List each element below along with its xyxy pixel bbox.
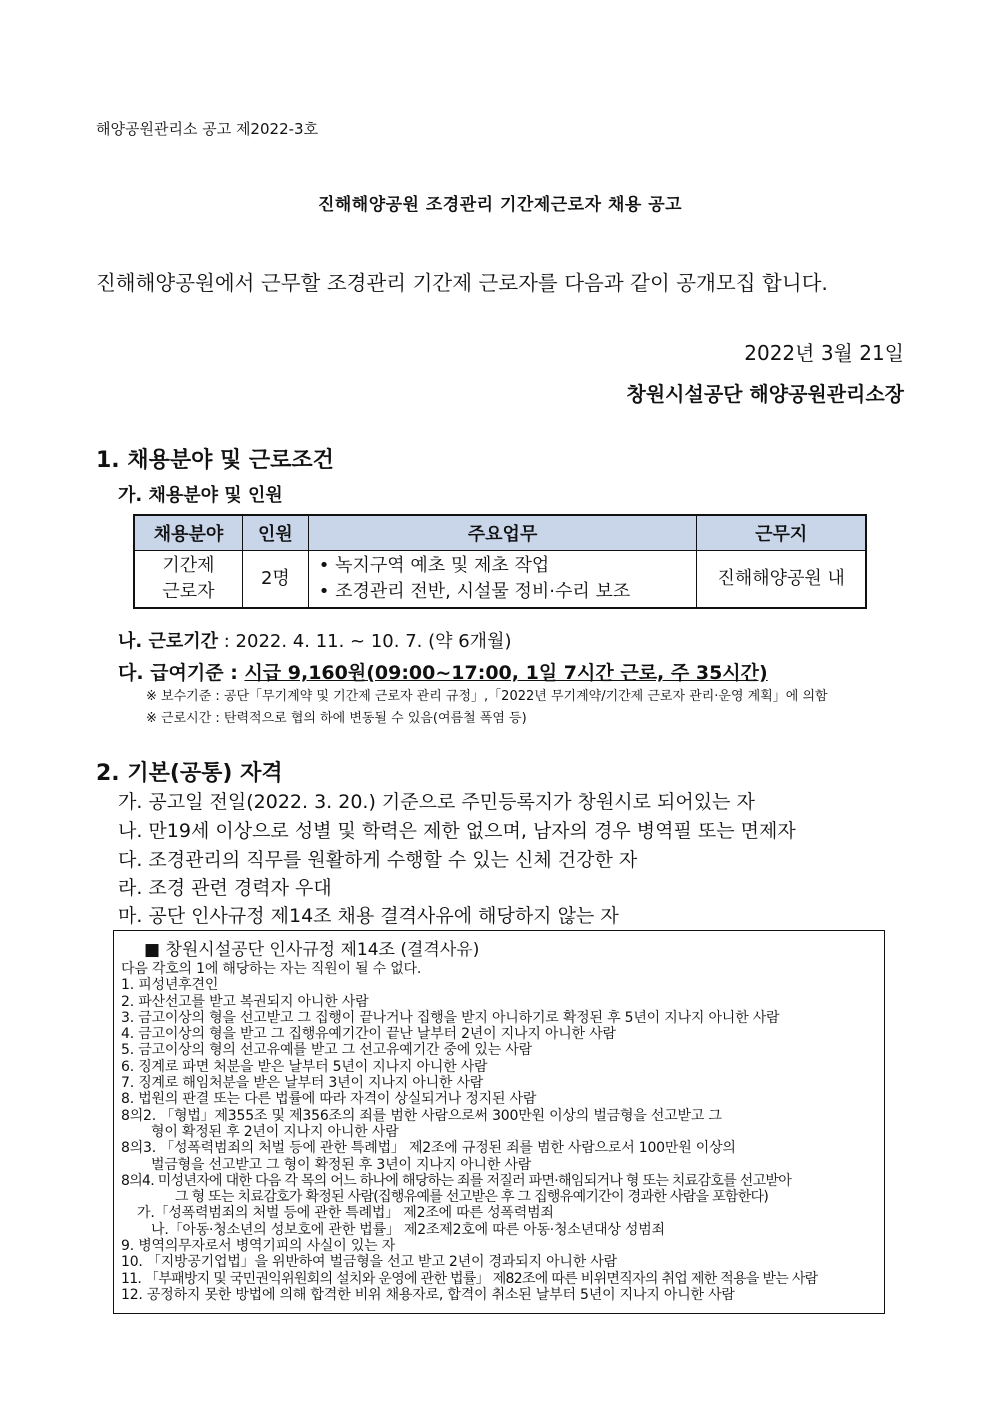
- disqualification-box: [113, 930, 885, 1314]
- notice-date: 2022년 3월 21일: [744, 341, 904, 365]
- table-header: 인원: [243, 515, 309, 551]
- work-period: [118, 627, 511, 653]
- list-item: 8의2. 「형법」제355조 및 제356조의 죄를 범한 사람으로써 300만원 이상의 벌금형을 선고받고 그: [121, 1107, 722, 1124]
- box-title: ■ 창원시설공단 인사규정 제14조 (결격사유): [144, 940, 480, 960]
- list-item: 4. 금고이상의 형을 받고 그 집행유예기간이 끝난 날부터 2년이 지나지 아니한 사람: [121, 1026, 616, 1043]
- list-item: 3. 금고이상의 형을 선고받고 그 집행이 끝나거나 집행을 받지 아니하기로 확정된 후 5년이 지나지 아니한 사람: [121, 1009, 780, 1026]
- list-item: 11. 「부패방지 및 국민권익위원회의 설치와 운영에 관한 법률」 제82조에 따른 비위면직자의 취업 제한 적용을 받는 사람: [121, 1270, 818, 1287]
- list-item: 9. 병역의무자로서 병역기피의 사실이 있는 자: [121, 1238, 396, 1255]
- table-header: 근무지: [697, 515, 866, 551]
- list-item: 6. 징계로 파면 처분을 받은 날부터 5년이 지나지 아니한 사람: [121, 1058, 488, 1075]
- duty-item: • 조경관리 전반, 시설물 정비·수리 보조: [318, 581, 631, 602]
- table-header-row: [134, 515, 866, 551]
- hours-note: ※ 근로시간 : 탄력적으로 협의 하에 변동될 수 있음(여름철 폭염 등): [146, 711, 527, 726]
- location-cell: 진해해양공원 내: [697, 551, 866, 609]
- duty-item: • 녹지구역 예초 및 제초 작업: [318, 555, 550, 576]
- field-line: 근로자: [162, 581, 215, 602]
- pay-label: 다. 급여기준 :: [118, 662, 245, 684]
- pay-standard: [118, 658, 768, 685]
- list-item: 2. 파산선고를 받고 복권되지 아니한 사람: [121, 993, 369, 1010]
- intro-text: 진해해양공원에서 근무할 조경관리 기간제 근로자를 다음과 같이 공개모집 합니다.: [96, 271, 828, 295]
- list-subitem: 나.「아동·청소년의 성보호에 관한 법률」 제2조제2호에 따른 아동·청소년대상 성범죄: [151, 1221, 665, 1238]
- table-row: [134, 551, 866, 609]
- box-body: [121, 961, 818, 1303]
- page-title: 진해해양공원 조경관리 기간제근로자 채용 공고: [317, 195, 683, 215]
- qualification-item: 다. 조경관리의 직무를 원활하게 수행할 수 있는 신체 건강한 자: [118, 849, 638, 871]
- duties-cell: [308, 551, 697, 609]
- list-item-continuation: 그 형 또는 치료감호가 확정된 사람(집행유예를 선고받은 후 그 집행유예기간이 경과한 사람을 포함한다): [175, 1189, 769, 1206]
- pay-note: ※ 보수기준 : 공단「무기계약 및 기간제 근로자 관리 규정」,「2022년 무기계약/기간제 근로자 관리·운영 계획」에 의함: [146, 689, 828, 704]
- qualification-item: 나. 만19세 이상으로 성별 및 학력은 제한 없으며, 남자의 경우 병역필 또는 면제자: [118, 820, 796, 842]
- table-header: 주요업무: [308, 515, 697, 551]
- list-item-continuation: 벌금형을 선고받고 그 형이 확정된 후 3년이 지나지 아니한 사람: [151, 1156, 532, 1173]
- list-item: 10. 「지방공기업법」을 위반하여 벌금형을 선고 받고 2년이 경과되지 아니한 사람: [121, 1254, 617, 1271]
- list-subitem: 가.「성폭력범죄의 처벌 등에 관한 특례법」 제2조에 따른 성폭력범죄: [137, 1205, 554, 1222]
- section1-heading: 1. 채용분야 및 근로조건: [96, 448, 334, 473]
- field-cell: [134, 551, 243, 609]
- qualification-item: 라. 조경 관련 경력자 우대: [118, 877, 332, 899]
- list-item: 12. 공정하지 못한 방법에 의해 합격한 비위 채용자로, 합격이 취소된 날부터 5년이 지나지 아니한 사람: [121, 1286, 735, 1303]
- section2-heading: 2. 기본(공통) 자격: [96, 761, 283, 786]
- box-lead: 다음 각호의 1에 해당하는 자는 직원이 될 수 없다.: [121, 961, 422, 977]
- list-item: 8의3. 「성폭력범죄의 처벌 등에 관한 특례법」 제2조에 규정된 죄를 범한 사람으로서 100만원 이상의: [121, 1140, 736, 1157]
- list-item-continuation: 형이 확정된 후 2년이 지나지 아니한 사람: [151, 1123, 399, 1140]
- list-item: 8의4. 미성년자에 대한 다음 각 목의 어느 하나에 해당하는 죄를 저질러 파면·해임되거나 형 또는 치료감호를 선고받아: [121, 1172, 792, 1189]
- section1-sub-a: 가. 채용분야 및 인원: [118, 485, 283, 506]
- recruit-table: [133, 514, 867, 609]
- list-item: 7. 징계로 해임처분을 받은 날부터 3년이 지나지 아니한 사람: [121, 1075, 484, 1092]
- issuing-org: 창원시설공단 해양공원관리소장: [626, 382, 904, 406]
- notice-number: 해양공원관리소 공고 제2022-3호: [96, 120, 319, 138]
- qualification-item: 마. 공단 인사규정 제14조 채용 결격사유에 해당하지 않는 자: [118, 905, 619, 927]
- work-period-value: : 2022. 4. 11. ~ 10. 7. (약 6개월): [218, 631, 512, 652]
- field-line: 기간제: [162, 555, 215, 576]
- list-item: 8. 법원의 판결 또는 다른 법률에 따라 자격이 상실되거나 정지된 사람: [121, 1091, 537, 1108]
- list-item: 5. 금고이상의 형의 선고유예를 받고 그 선고유예기간 중에 있는 사람: [121, 1042, 532, 1059]
- pay-value: 시급 9,160원(09:00~17:00, 1일 7시간 근로, 주 35시간): [244, 662, 768, 684]
- count-cell: 2명: [243, 551, 309, 609]
- work-period-label: 나. 근로기간: [118, 631, 219, 652]
- list-item: 1. 피성년후견인: [121, 977, 219, 994]
- table-header: 채용분야: [134, 515, 243, 551]
- qualification-item: 가. 공고일 전일(2022. 3. 20.) 기준으로 주민등록지가 창원시로 되어있는 자: [118, 791, 755, 813]
